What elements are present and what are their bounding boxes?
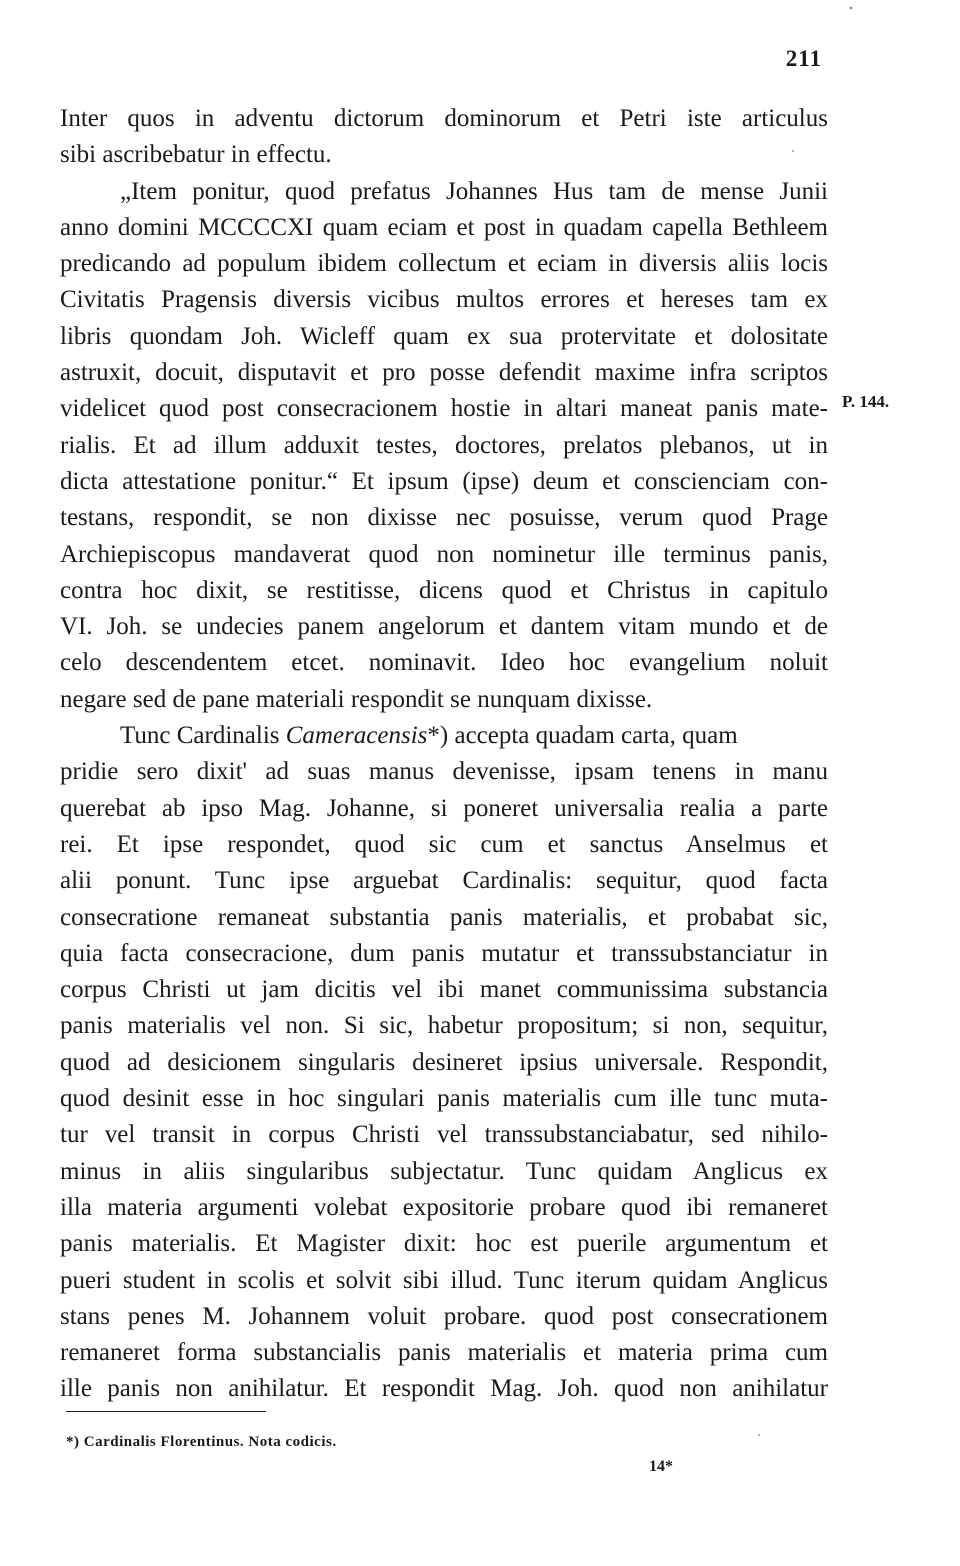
body-text	[60, 101, 828, 1408]
margin-page-reference: P. 144.	[842, 392, 890, 411]
text-line: Civitatis Pragensis diversis vicibus multos errores et hereses tam ex	[60, 286, 828, 314]
text-line: contra hoc dixit, se restitisse, dicens quod et Christus in capitulo	[60, 576, 828, 604]
text-line: libris quondam Joh. Wicleff quam ex sua protervitate et dolositate	[60, 322, 828, 350]
italic-name: Cameracensis	[285, 722, 428, 750]
text-line: alii ponunt. Tunc ipse arguebat Cardinalis: sequitur, quod facta	[60, 867, 828, 895]
text-line: remaneret forma substancialis panis materialis et materia prima cum	[60, 1339, 828, 1367]
text-line: testans, respondit, se non dixisse nec posuisse, verum quod Prage	[60, 504, 828, 532]
text-line: negare sed de pane materiali respondit se nunquam dixisse.	[60, 685, 653, 713]
text-line: illa materia argumenti volebat expositorie probare quod ibi remaneret	[60, 1193, 828, 1221]
footnote: *) Cardinalis Florentinus. Nota codicis.	[66, 1434, 337, 1450]
text-line: stans penes M. Johannem voluit probare. quod post consecrationem	[60, 1302, 828, 1330]
text-line: quod ad desicionem singularis desineret ipsius universale. Respondit,	[60, 1048, 828, 1076]
text-line: „Item ponitur, quod prefatus Johannes Hus tam de mense Junii	[120, 177, 828, 205]
text-line: anno domini MCCCCXI quam eciam et post in quadam capella Bethleem	[60, 213, 828, 241]
footnote-divider	[66, 1411, 266, 1412]
text-line: pueri student in scolis et solvit sibi illud. Tunc iterum quidam Anglicus	[60, 1266, 828, 1294]
text-line: pridie sero dixit' ad suas manus devenisse, ipsam tenens in manu	[60, 758, 828, 786]
text-line: quod desinit esse in hoc singulari panis materialis cum ille tunc muta-	[60, 1085, 828, 1113]
text-line: tur vel transit in corpus Christi vel transsubstanciabatur, sed nihilo-	[60, 1121, 828, 1149]
text-line: panis materialis. Et Magister dixit: hoc est puerile argumentum et	[60, 1230, 828, 1258]
text-line: celo descendentem etcet. nominavit. Ideo hoc evangelium noluit	[60, 649, 828, 677]
text-line: dicta attestatione ponitur.“ Et ipsum (ipse) deum et conscienciam con-	[60, 467, 828, 495]
line-text-after: *) accepta quadam carta, quam	[427, 722, 738, 750]
text-line: panis materialis vel non. Si sic, habetur propositum; si non, sequitur,	[60, 1012, 828, 1040]
text-line: corpus Christi ut jam dicitis vel ibi manet communissima substancia	[60, 976, 828, 1004]
text-line: VI. Joh. se undecies panem angelorum et dantem vitam mundo et de	[60, 613, 828, 641]
text-line: querebat ab ipso Mag. Johanne, si poneret universalia realia a parte	[60, 794, 828, 822]
page-number: 211	[785, 46, 822, 71]
text-line: Archiepiscopus mandaverat quod non nominetur ille terminus panis,	[60, 540, 828, 568]
text-line: ille panis non anihilatur. Et respondit Mag. Joh. quod non anihilatur	[60, 1375, 828, 1403]
text-line: consecratione remaneat substantia panis materialis, et probabat sic,	[60, 903, 828, 931]
text-line: videlicet quod post consecracionem hostie in altari maneat panis mate-	[60, 395, 828, 423]
text-line: rei. Et ipse respondet, quod sic cum et sanctus Anselmus et	[60, 830, 828, 858]
text-line: astruxit, docuit, disputavit et pro posse defendit maxime infra scriptos	[60, 359, 828, 387]
text-line: rialis. Et ad illum adduxit testes, doctores, prelatos plebanos, ut in	[60, 431, 828, 459]
text-line: minus in aliis singularibus subjectatur. Tunc quidam Anglicus ex	[60, 1157, 828, 1185]
text-line: quia facta consecracione, dum panis mutatur et transsubstanciatur in	[60, 939, 828, 967]
text-line: predicando ad populum ibidem collectum et eciam in diversis aliis locis	[60, 250, 828, 278]
text-line-with-italic	[60, 718, 828, 754]
text-line: sibi ascribebatur in effectu.	[60, 141, 332, 169]
text-line: Inter quos in adventu dictorum dominorum et Petri iste articulus	[60, 105, 828, 132]
signature-mark: 14*	[649, 1458, 673, 1475]
line-text-before: Tunc Cardinalis	[120, 722, 286, 750]
